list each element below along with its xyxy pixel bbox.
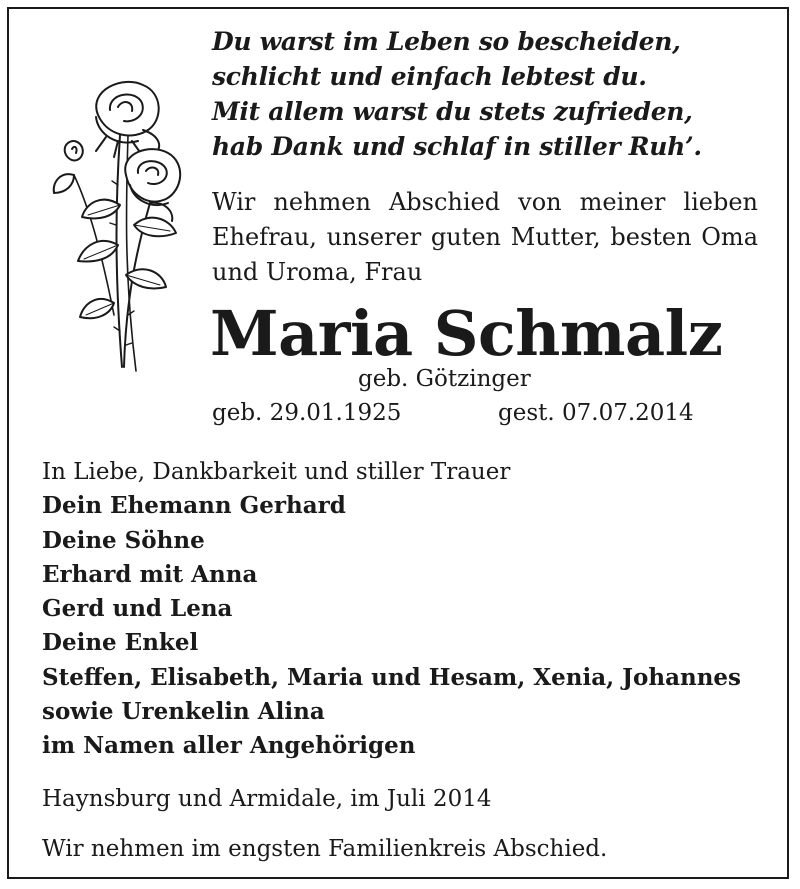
death-date: gest. 07.07.2014 xyxy=(498,400,694,426)
mourner-line: Erhard mit Anna xyxy=(42,560,258,588)
mourner-line: Gerd und Lena xyxy=(42,595,233,623)
rose-illustration xyxy=(38,75,198,375)
poem-line: schlicht und einfach lebtest du. xyxy=(212,62,647,91)
poem-line: hab Dank und schlaf in stiller Ruh’. xyxy=(212,132,702,161)
birth-date: geb. 29.01.1925 xyxy=(212,400,402,426)
place-date: Haynsburg und Armidale, im Juli 2014 xyxy=(42,786,492,812)
poem-line: Mit allem warst du stets zufrieden, xyxy=(212,97,693,126)
poem-line: Du warst im Leben so bescheiden, xyxy=(212,27,681,56)
mourner-line: Steffen, Elisabeth, Maria und Hesam, Xenia, Johannes xyxy=(42,663,742,691)
mourner-line: Deine Söhne xyxy=(42,526,205,554)
mourner-line: Deine Enkel xyxy=(42,629,199,657)
mourners-list xyxy=(42,455,782,764)
closing-note: Wir nehmen im engsten Familienkreis Abschied. xyxy=(42,836,608,862)
maiden-name: geb. Götzinger xyxy=(358,366,531,392)
poem xyxy=(212,24,772,164)
mourner-line: Dein Ehemann Gerhard xyxy=(42,492,346,520)
mourner-line: sowie Urenkelin Alina xyxy=(42,698,325,726)
intro-text: Wir nehmen Abschied von meiner lieben Ehefrau, unserer guten Mutter, besten Oma und Uroma, Frau xyxy=(212,188,758,286)
mourners-opening: In Liebe, Dankbarkeit und stiller Trauer xyxy=(42,459,511,485)
deceased-name: Maria Schmalz xyxy=(210,297,723,370)
mourner-line: im Namen aller Angehörigen xyxy=(42,732,416,760)
